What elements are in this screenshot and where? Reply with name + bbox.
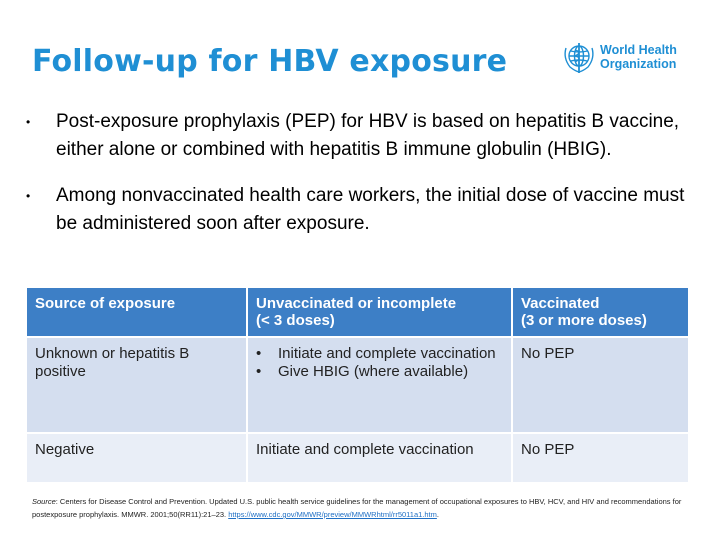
list-item: • Give HBIG (where available) [256,363,469,380]
bullet-dot-icon: • [26,115,31,129]
bullet-item [26,182,696,238]
header-vaccinated: Vaccinated (3 or more doses) [512,288,688,337]
bullet-text: Post-exposure prophylaxis (PEP) for HBV is based on hepatitis B vaccine, either alone or combined with hepatitis B immune globulin (HBIG). [56,111,680,160]
bullet-text: Among nonvaccinated health care workers, the initial dose of vaccine must be administered soon after exposure. [56,185,685,234]
bullet-dot-icon: • [256,345,262,362]
pep-table [27,288,688,482]
list-item: • Initiate and complete vaccination [256,345,496,362]
who-emblem-icon [560,40,598,76]
source-citation: Source: Centers for Disease Control and Prevention. Updated U.S. public health service guidelines for the management of occupational exposures to HBV, HCV, and HIV and recommendations for postexposure prophylaxis. MMWR. 2001;50(RR11):21–23. https://www.cdc.gov/MMWR/preview/MMWRhtml/rr5011a1.htm. [32,497,682,519]
bullet-item [26,108,696,164]
bullet-dot-icon: • [26,189,31,203]
cell-source: Unknown or hepatitis B positive [27,337,247,433]
who-logo [560,40,710,76]
cell-unvaccinated [247,337,512,433]
logo-line-2: Organization [600,57,677,71]
source-text: : Centers for Disease Control and Prevention. Updated U.S. public health service guidelines for the management of occupational exposures to HBV, HCV, and HIV and recommendations for postexposure prophylaxis. MMWR. 2001;50(RR11):21–23. [32,497,682,519]
cell-vaccinated: No PEP [512,433,688,482]
header-source-of-exposure: Source of exposure [27,288,247,337]
table-header-row [27,288,688,337]
header-unvaccinated: Unvaccinated or incomplete (< 3 doses) [247,288,512,337]
bullet-list [26,108,696,256]
slide-title: Follow-up for HBV exposure [32,44,508,79]
bullet-dot-icon: • [256,363,262,380]
source-link[interactable]: https://www.cdc.gov/MMWR/preview/MMWRhtml/rr5011a1.htm [228,510,437,519]
cell-unvaccinated: Initiate and complete vaccination [247,433,512,482]
source-label: Source [32,497,56,506]
table-row [27,433,688,482]
cell-vaccinated: No PEP [512,337,688,433]
cell-source: Negative [27,433,247,482]
table-row [27,337,688,433]
logo-line-1: World Health [600,43,677,57]
